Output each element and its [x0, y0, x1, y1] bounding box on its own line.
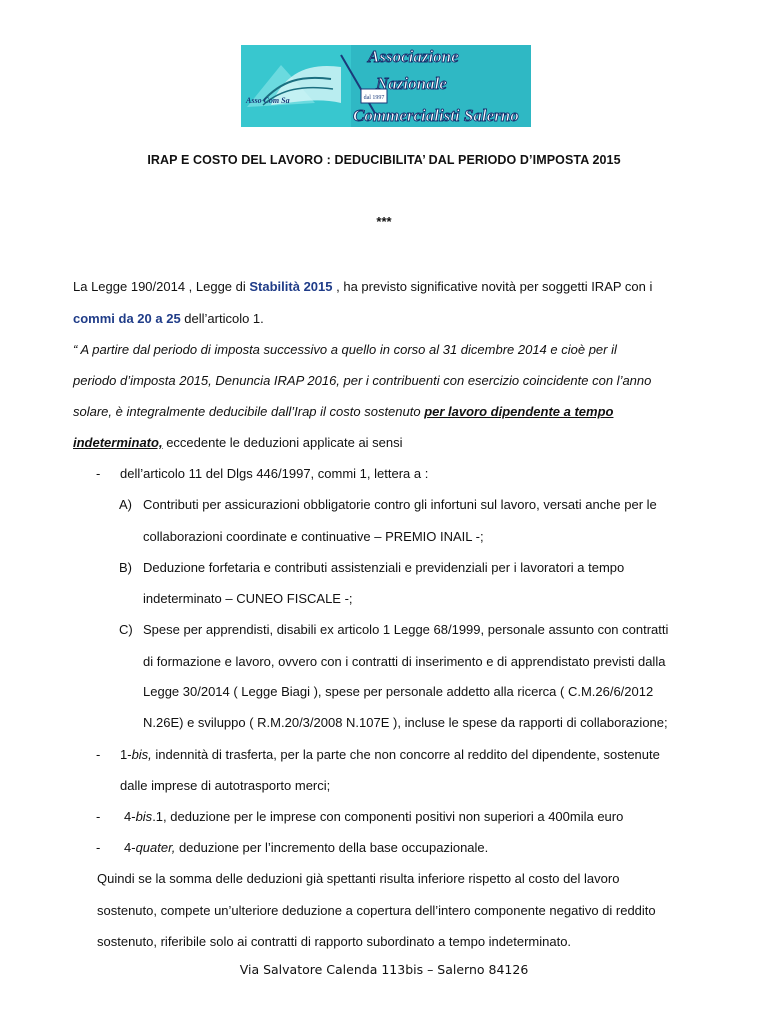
logo-line-2: Nazionale	[376, 74, 447, 93]
conclusion-line-1: Quindi se la somma delle deduzioni già spettanti risulta inferiore rispetto al costo del lavoro	[97, 871, 620, 886]
item-c-marker: C)	[119, 622, 133, 637]
logo-line-1: Associazione	[368, 47, 459, 66]
item-c-line-4: N.26E) e sviluppo ( R.M.20/3/2008 N.107E ), incluse le spese da rapporti di collaborazione;	[143, 715, 668, 730]
bullet-2-line-2: dalle imprese di autotrasporto merci;	[120, 778, 331, 793]
intro-line-2: commi da 20 a 25 dell’articolo 1.	[73, 311, 264, 326]
conclusion-line-3: sostenuto, riferibile solo ai contratti di rapporto subordinato a tempo indeterminato.	[97, 934, 572, 949]
quote-line-4: indeterminato, eccedente le deduzioni applicate ai sensi	[73, 435, 403, 450]
association-logo	[241, 45, 531, 127]
item-a-line-1: Contributi per assicurazioni obbligatorie contro gli infortuni sul lavoro, versati anche per le	[143, 497, 657, 512]
bullet-4-text: 4-quater, deduzione per l’incremento della base occupazionale.	[124, 840, 489, 855]
footer-address: Via Salvatore Calenda 113bis – Salerno 84126	[239, 962, 529, 977]
bullet-1-text: dell’articolo 11 del Dlgs 446/1997, commi 1, lettera a :	[120, 466, 429, 481]
svg-text:Asso Com Sa: Asso Com Sa	[246, 96, 290, 105]
item-a-line-2: collaborazioni coordinate e continuative – PREMIO INAIL -;	[143, 529, 484, 544]
quote-line-3: solare, è integralmente deducibile dall’Irap il costo sostenuto per lavoro dipendente a tempo	[73, 404, 614, 419]
item-c-line-1: Spese per apprendisti, disabili ex articolo 1 Legge 68/1999, personale assunto con contratti	[143, 622, 669, 637]
quote-line-1: “ A partire dal periodo di imposta successivo a quello in corso al 31 dicembre 2014 e cioè per il	[73, 342, 617, 357]
item-a-marker: A)	[119, 497, 132, 512]
item-c-line-3: Legge 30/2014 ( Legge Biagi ), spese per personale addetto alla ricerca ( C.M.26/6/2012	[143, 684, 654, 699]
logo-line-3: Commercialisti Salerno	[353, 106, 519, 125]
conclusion-line-2: sostenuto, compete un’ulteriore deduzione a copertura dell’intero componente negativo di reddito	[97, 903, 656, 918]
quote-line-2: periodo d’imposta 2015, Denuncia IRAP 2016, per i contribuenti con esercizio coincidente con l’anno	[73, 373, 652, 388]
bullet-3-text: 4-bis.1, deduzione per le imprese con componenti positivi non superiori a 400mila euro	[124, 809, 624, 824]
document-title: IRAP E COSTO DEL LAVORO : DEDUCIBILITA’ DAL PERIODO D’IMPOSTA 2015	[147, 153, 621, 167]
svg-text:dal 1997: dal 1997	[363, 95, 385, 101]
item-c-line-2: di formazione e lavoro, ovvero con i contratti di inserimento e di apprendistato previsti dalla	[143, 654, 666, 669]
separator: ***	[376, 214, 392, 229]
bullet-dash: -	[96, 466, 101, 481]
bullet-2-line-1: 1-bis, indennità di trasferta, per la parte che non concorre al reddito del dipendente, sostenute	[120, 747, 660, 762]
item-b-marker: B)	[119, 560, 132, 575]
bullet-dash: -	[96, 747, 101, 762]
item-b-line-1: Deduzione forfetaria e contributi assistenziali e previdenziali per i lavoratori a tempo	[143, 560, 625, 575]
bullet-dash: -	[96, 840, 101, 855]
intro-line-1: La Legge 190/2014 , Legge di Stabilità 2015 , ha previsto significative novità per soggetti IRAP con i	[73, 279, 653, 294]
item-b-line-2: indeterminato – CUNEO FISCALE -;	[143, 591, 353, 606]
bullet-dash: -	[96, 809, 101, 824]
